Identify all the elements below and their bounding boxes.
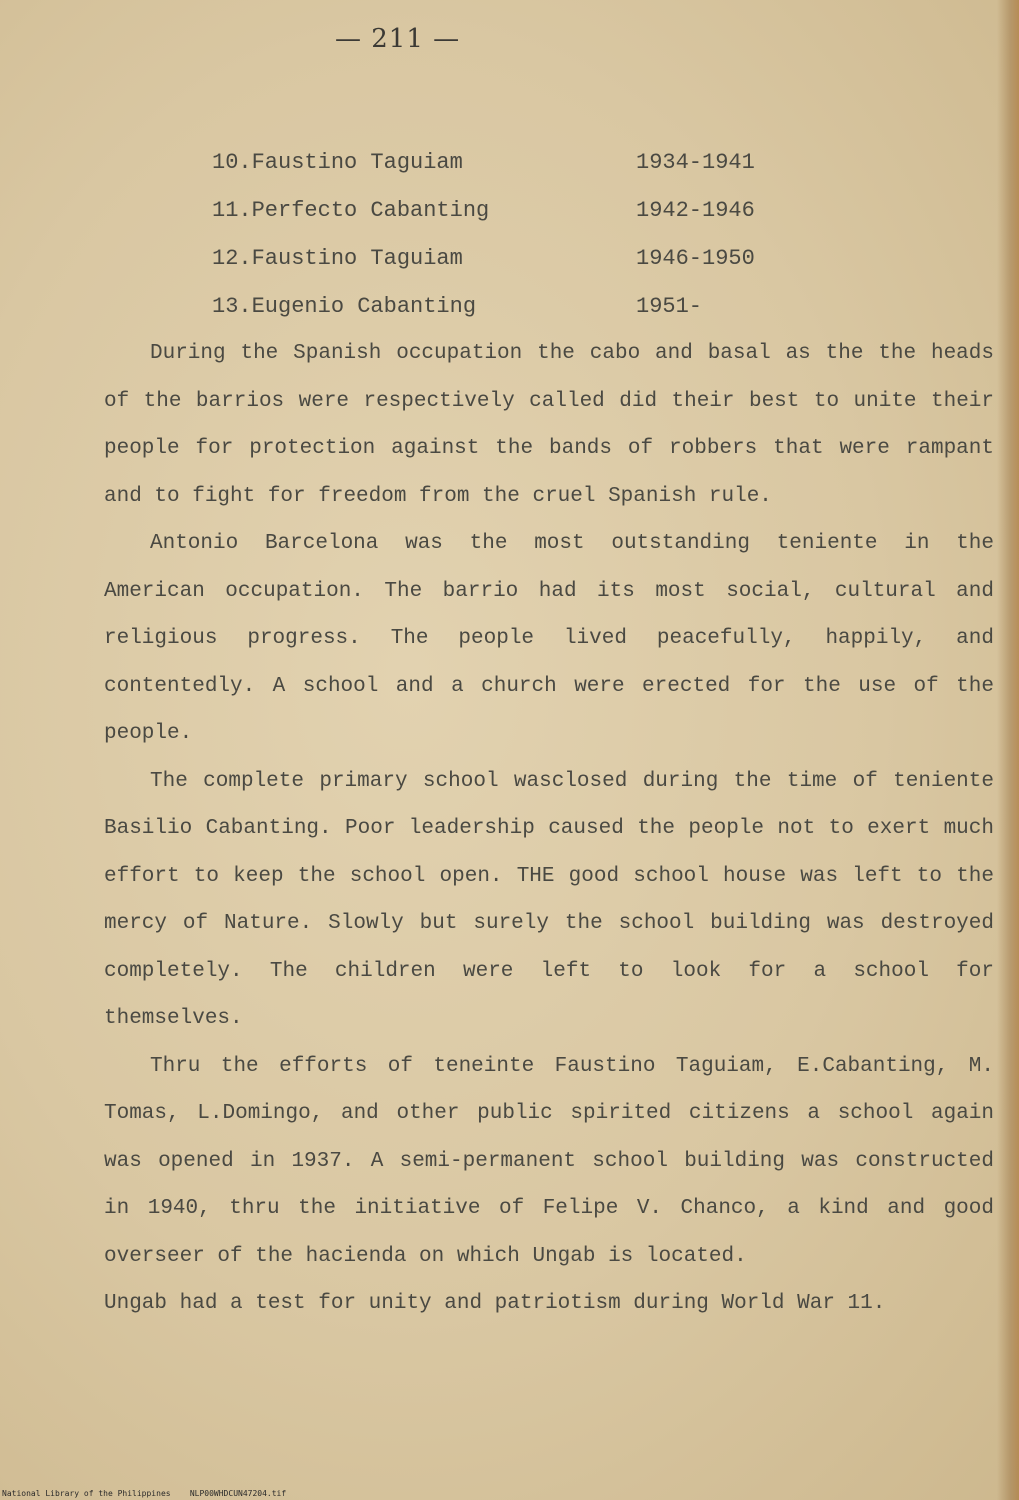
paragraph-spanish-occupation: During the Spanish occupation the cabo and basal as the the heads of the barrios were respectively called did their best to unite their people for protection against the bands of robbers that were rampant and to fight for freedom from the cruel Spanish rule. [104,342,994,508]
paragraph-school-closure: The complete primary school wasclosed during the time of teniente Basilio Cabanting. Poor leadership caused the people not to exert much effort to keep the school open. THE good school house was left to the mercy of Nature. Slowly but surely the school building was destroyed completely. The children were left to look for a school for themselves. [104,769,994,1030]
roster-years: 1934-1941 [636,150,755,175]
roster-name: 13.Eugenio Cabanting [212,294,477,319]
roster-name: 12.Faustino Taguiam [212,246,463,271]
footer-library: National Library of the Philippines [2,1489,171,1498]
paragraph-school-reopening: Thru the efforts of teneinte Faustino Taguiam, E.Cabanting, M. Tomas, L.Domingo, and other public spirited citizens a school again was opened in 1937. A semi-permanent school building was constructed in 1940, thru the initiative of Felipe V. Chanco, a kind and good overseer of the hacienda on which Ungab is located. [104,1054,994,1268]
paragraph-world-war: Ungab had a test for unity and patriotism during World War 11. [104,1292,886,1315]
page-edge [997,0,1019,1500]
roster-name: 10.Faustino Taguiam [212,150,463,175]
roster-row [212,193,812,241]
paragraph-american-occupation: Antonio Barcelona was the most outstanding teniente in the American occupation. The barrio had its most social, cultural and religious progress. The people lived peacefully, happily, and contentedly. A school and a church were erected for the use of the people. [104,532,994,745]
roster-years: 1946-1950 [636,246,755,271]
roster-name: 11.Perfecto Cabanting [212,198,490,223]
roster-row [212,145,812,193]
roster-row [212,241,812,289]
page-number: — 211 — [335,24,461,54]
footer-file-id: NLP00WHDCUN47204.tif [189,1489,287,1498]
scan-footer [2,1489,286,1498]
teniente-roster [212,145,812,337]
roster-years: 1942-1946 [636,198,755,223]
roster-years: 1951- [636,294,703,319]
body-text [104,330,994,1328]
